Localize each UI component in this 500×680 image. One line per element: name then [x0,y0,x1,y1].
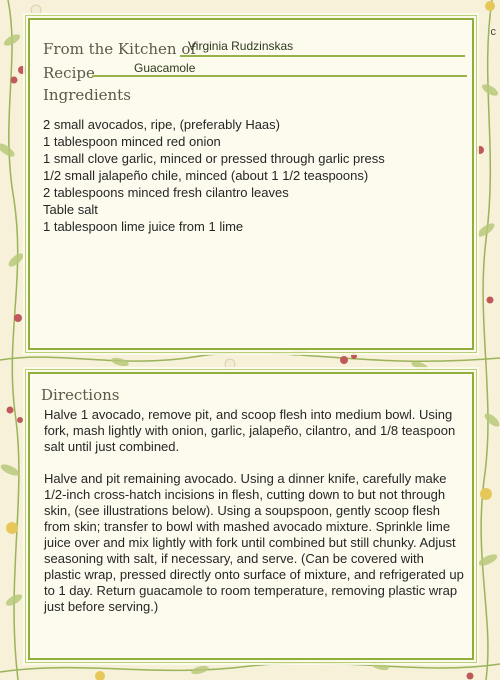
corner-mark: c [490,26,496,38]
ingredient-item: Table salt [43,202,98,217]
directions-paragraph: Halve 1 avocado, remove pit, and scoop flesh into medium bowl. Using fork, mash lightly with onion, garlic, jalapeño, cilantro, and 1/8 teaspoon salt until just combined. [44,407,456,454]
directions-card [28,372,474,660]
ingredient-item: 1 small clove garlic, minced or pressed through garlic press [43,151,385,166]
recipe-underline [92,75,467,77]
recipe-label: Recipe [43,64,95,82]
kitchen-label: From the Kitchen of [43,40,196,58]
ingredient-item: 1 tablespoon lime juice from 1 lime [43,219,244,234]
ingredients-card [28,18,474,350]
recipe-name: Guacamole [134,61,196,75]
ingredients-list [43,116,385,235]
directions-heading: Directions [41,386,120,404]
author-name: Virginia Rudzinskas [188,39,294,53]
ingredients-heading: Ingredients [43,86,131,104]
author-underline [180,55,465,57]
ingredient-item: 1 tablespoon minced red onion [43,134,221,149]
directions-paragraph: Halve and pit remaining avocado. Using a dinner knife, carefully make 1/2-inch cross-hatch incisions in flesh, cutting down to but not through skin, (see illustrations below). Using a soupspoon, gently scoop flesh from skin; transfer to bowl with mashed avocado mixture. Sprinkle lime juice over and mix lightly with fork until combined but still chunky. Adjust seasoning with salt, if necessary, and serve. (Can be covered with plastic wrap, pressed directly onto surface of mixture, and refrigerated up to 1 day. Return guacamole to room temperature, removing plastic wrap just before serving.) [44,471,464,614]
ingredient-item: 2 small avocados, ripe, (preferably Haas) [43,117,280,132]
ingredient-item: 2 tablespoons minced fresh cilantro leaves [43,185,289,200]
ingredient-item: 1/2 small jalapeño chile, minced (about 1 1/2 teaspoons) [43,168,369,183]
